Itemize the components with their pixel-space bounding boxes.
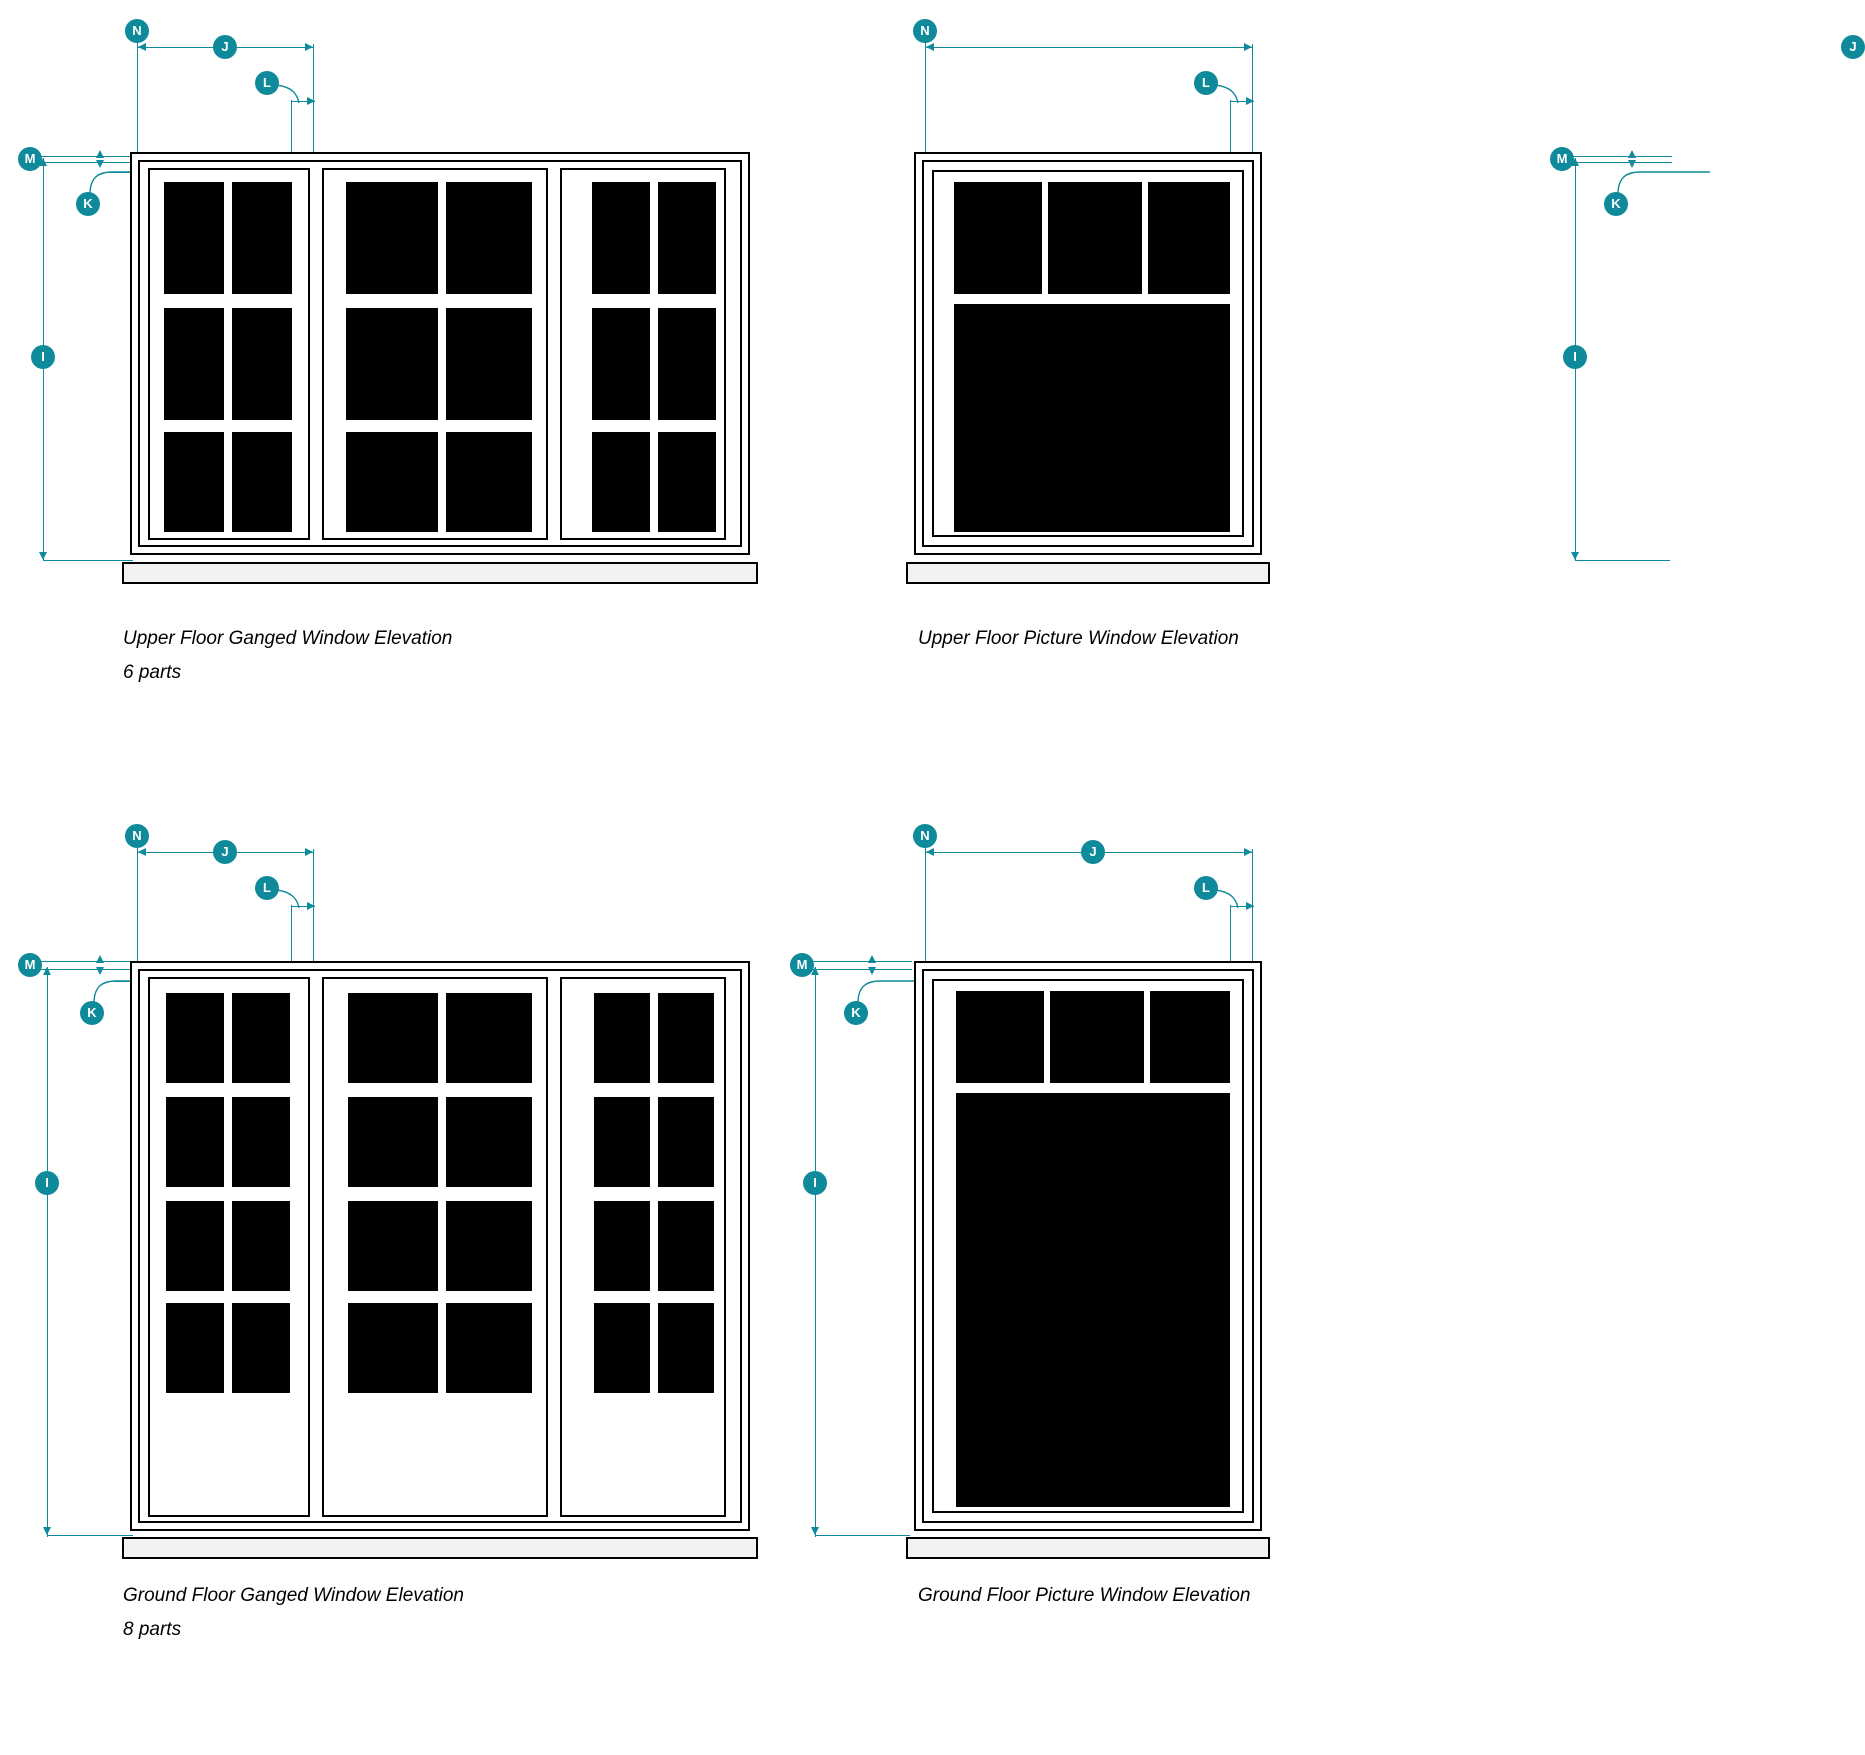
dim-bubble-m: M bbox=[1550, 147, 1574, 171]
dim-bubble-m: M bbox=[790, 953, 814, 977]
dim-bubble-n: N bbox=[125, 824, 149, 848]
glass-lite bbox=[594, 993, 650, 1083]
glass-lite bbox=[446, 993, 532, 1083]
glass-lite bbox=[594, 1097, 650, 1187]
glass-lite bbox=[658, 1097, 714, 1187]
dim-bubble-l: L bbox=[255, 876, 279, 900]
glass-lite bbox=[346, 182, 438, 294]
glass-lite bbox=[446, 1303, 532, 1393]
dim-bubble-m: M bbox=[18, 147, 42, 171]
glass-lite bbox=[446, 432, 532, 532]
window-sill bbox=[122, 1537, 758, 1559]
glass-lite bbox=[346, 308, 438, 420]
dim-bubble-l: L bbox=[1194, 876, 1218, 900]
dim-line-m bbox=[1572, 156, 1672, 157]
dim-bubble-l: L bbox=[1194, 71, 1218, 95]
window-picture-ground bbox=[760, 805, 1460, 1585]
glass-lite bbox=[594, 1201, 650, 1291]
dim-bubble-n: N bbox=[913, 19, 937, 43]
dim-bubble-k: K bbox=[76, 192, 100, 216]
glass-lite bbox=[346, 432, 438, 532]
panel-caption-line2: 8 parts bbox=[123, 1619, 182, 1640]
panel-upper-ganged bbox=[0, 0, 760, 700]
glass-lite bbox=[592, 432, 650, 532]
glass-lite bbox=[658, 1201, 714, 1291]
dim-arrow-m-up bbox=[1628, 150, 1636, 158]
glass-lite bbox=[446, 1097, 532, 1187]
glass-lite bbox=[232, 1201, 290, 1291]
glass-transom-lite bbox=[1050, 991, 1144, 1083]
glass-main-lite bbox=[954, 304, 1230, 532]
glass-lite bbox=[658, 432, 716, 532]
dim-leader-k bbox=[1614, 166, 1714, 198]
glass-lite bbox=[348, 993, 438, 1083]
glass-transom-lite bbox=[1150, 991, 1230, 1083]
dim-arrow-i-up bbox=[1571, 158, 1579, 166]
window-ganged-ground bbox=[0, 805, 760, 1585]
dim-bubble-j: J bbox=[1081, 840, 1105, 864]
panel-upper-picture bbox=[760, 0, 1857, 700]
glass-lite bbox=[658, 993, 714, 1083]
dim-bubble-i: I bbox=[35, 1171, 59, 1195]
glass-lite bbox=[232, 993, 290, 1083]
window-sill bbox=[122, 562, 758, 584]
glass-lite bbox=[232, 308, 292, 420]
glass-lite bbox=[164, 432, 224, 532]
dim-bubble-k: K bbox=[844, 1001, 868, 1025]
glass-transom-lite bbox=[1048, 182, 1142, 294]
panel-caption-line2: 6 parts bbox=[123, 662, 182, 683]
glass-lite bbox=[232, 182, 292, 294]
dim-bubble-n: N bbox=[913, 824, 937, 848]
window-picture-upper bbox=[760, 0, 1460, 600]
glass-lite bbox=[594, 1303, 650, 1393]
dim-bubble-i: I bbox=[31, 345, 55, 369]
glass-lite bbox=[166, 1303, 224, 1393]
panel-caption-line1: Ground Floor Picture Window Elevation bbox=[918, 1585, 1251, 1606]
glass-main-lite bbox=[956, 1093, 1230, 1507]
dim-bubble-k: K bbox=[80, 1001, 104, 1025]
panel-ground-picture bbox=[760, 805, 1460, 1665]
glass-lite bbox=[232, 432, 292, 532]
window-sill bbox=[906, 562, 1270, 584]
dim-tick-i-bottom bbox=[1575, 560, 1670, 561]
dim-bubble-k: K bbox=[1604, 192, 1628, 216]
glass-lite bbox=[446, 182, 532, 294]
glass-lite bbox=[166, 1201, 224, 1291]
dim-bubble-i: I bbox=[1563, 345, 1587, 369]
dim-line-m2 bbox=[1572, 162, 1672, 163]
glass-lite bbox=[164, 308, 224, 420]
dim-arrow-i-dn bbox=[1571, 552, 1579, 560]
dim-bubble-j: J bbox=[213, 35, 237, 59]
panel-caption-line1: Upper Floor Ganged Window Elevation bbox=[123, 628, 453, 649]
glass-lite bbox=[348, 1097, 438, 1187]
dim-bubble-j: J bbox=[1841, 35, 1865, 59]
glass-lite bbox=[164, 182, 224, 294]
glass-lite bbox=[446, 1201, 532, 1291]
glass-lite bbox=[446, 308, 532, 420]
glass-lite bbox=[166, 1097, 224, 1187]
dim-bubble-j: J bbox=[213, 840, 237, 864]
glass-transom-lite bbox=[1148, 182, 1230, 294]
window-ganged-upper bbox=[0, 0, 760, 600]
glass-lite bbox=[348, 1201, 438, 1291]
dim-bubble-i: I bbox=[803, 1171, 827, 1195]
glass-lite bbox=[348, 1303, 438, 1393]
glass-lite bbox=[232, 1097, 290, 1187]
dim-bubble-l: L bbox=[255, 71, 279, 95]
panel-ground-ganged bbox=[0, 805, 760, 1665]
glass-lite bbox=[592, 182, 650, 294]
panel-caption-line1: Ground Floor Ganged Window Elevation bbox=[123, 1585, 464, 1606]
glass-lite bbox=[166, 993, 224, 1083]
glass-lite bbox=[658, 308, 716, 420]
glass-lite bbox=[658, 1303, 714, 1393]
glass-lite bbox=[658, 182, 716, 294]
glass-lite bbox=[232, 1303, 290, 1393]
window-sill bbox=[906, 1537, 1270, 1559]
glass-lite bbox=[592, 308, 650, 420]
dim-bubble-m: M bbox=[18, 953, 42, 977]
glass-transom-lite bbox=[954, 182, 1042, 294]
glass-transom-lite bbox=[956, 991, 1044, 1083]
dim-bubble-n: N bbox=[125, 19, 149, 43]
panel-caption-line1: Upper Floor Picture Window Elevation bbox=[918, 628, 1239, 649]
